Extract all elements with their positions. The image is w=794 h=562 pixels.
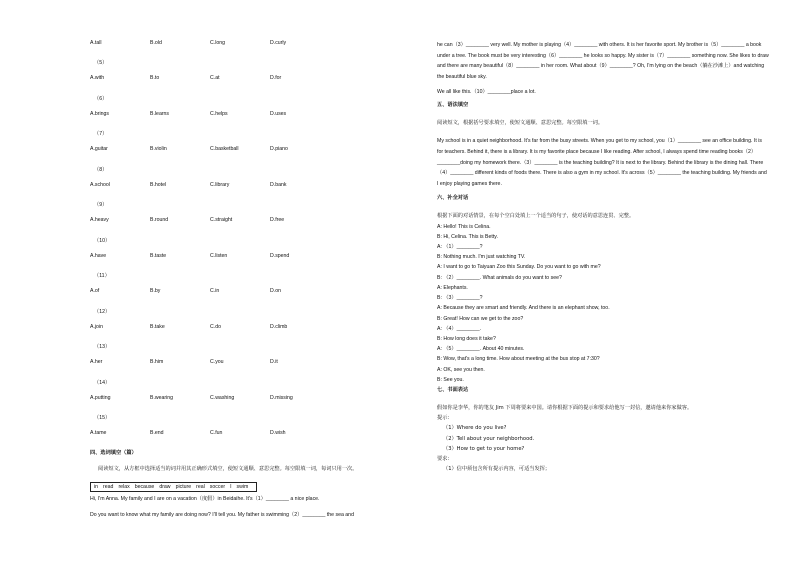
option-c: C.basketball — [210, 146, 239, 152]
left-column — [90, 40, 426, 520]
option-a: A.tall — [90, 40, 102, 46]
option-b: B.violin — [150, 146, 167, 152]
option-c: C.straight — [210, 217, 233, 223]
question-number: （7） — [94, 131, 108, 137]
dialogue-line: B: How long does it take? — [437, 335, 496, 342]
question-block — [90, 202, 426, 224]
hint-label: 提示： — [437, 414, 453, 421]
option-c: C.listen — [210, 252, 228, 259]
section4-instruction: 阅读短文，从方框中选择适当的词并用其正确形式填空，使短文通顺、意思完整。每空限填一词，每词只用一次。 — [98, 465, 358, 472]
options-row — [90, 182, 426, 189]
option-b: B.round — [150, 217, 169, 223]
option-a: A.have — [90, 252, 107, 259]
question-number: （12） — [94, 308, 111, 315]
option-c: C.long — [210, 40, 225, 46]
dialogue-line: B: Nothing much. I'm just watching TV. — [437, 254, 526, 261]
option-b: B.wearing — [150, 394, 174, 401]
word-box-item: swim — [236, 483, 249, 490]
word-box-item: relax — [118, 483, 130, 490]
question-block — [90, 415, 426, 437]
option-c: C.at — [210, 75, 220, 81]
option-d: D.on — [270, 288, 281, 294]
option-b: B.him — [150, 359, 164, 365]
question-block — [90, 238, 426, 260]
section5-heading: 五、语法填空 — [437, 102, 469, 109]
dialogue-line: A: （4）________. — [437, 325, 482, 332]
section6-instruction: 根据下面的对话情景，在每个空白处填上一个适当的句子，使对话的意思连贯、完整。 — [437, 213, 635, 220]
option-b: B.hotel — [150, 181, 167, 188]
question-block — [90, 309, 426, 331]
question-number: （6） — [94, 95, 108, 102]
right-column — [437, 40, 769, 475]
dialogue-line: B: See you. — [437, 376, 464, 383]
option-a: A.heavy — [90, 217, 109, 223]
options-row — [90, 217, 426, 224]
section5-instruction: 阅读短文，根据括号要求填空，使短文通顺、意思完整。每空限填一词。 — [437, 120, 604, 127]
passage-line-2: Do you want to know what my family are doing now? I'll tell you. My father is swimming（2）________ the sea and — [90, 511, 354, 518]
passage-end: We all like this.（10）________place a lot. — [437, 88, 536, 95]
dialogue-line: B: （3）________? — [437, 295, 483, 302]
hint-item: （2）Tell about your neighborhood. — [443, 435, 535, 442]
option-d: D.missing — [270, 394, 293, 401]
question-number: （8） — [94, 166, 108, 173]
question-number: （11） — [94, 273, 110, 279]
dialogue — [437, 222, 769, 385]
word-box-item: in — [94, 483, 99, 490]
options-row — [90, 111, 426, 118]
dialogue-line: A: OK, see you then. — [437, 366, 485, 373]
word-box — [90, 482, 257, 492]
word-box-item: soccer — [209, 483, 226, 490]
option-d: D.spend — [270, 252, 290, 259]
dialogue-line: A: Hello! This is Celina. — [437, 223, 491, 230]
option-a: A.her — [90, 359, 103, 365]
option-a: A.with — [90, 75, 105, 81]
word-box-item: picture — [175, 483, 192, 490]
question-block — [90, 60, 426, 82]
question-number: （5） — [94, 60, 108, 66]
option-b: B.end — [150, 430, 164, 436]
option-a: A.brings — [90, 110, 110, 117]
section4-heading: 四、选词填空（篇） — [90, 449, 137, 456]
option-d: D.it — [270, 359, 278, 365]
hint-list — [437, 423, 769, 454]
question-block — [90, 380, 426, 402]
question-number: （9） — [94, 202, 108, 208]
word-box-item: I — [230, 483, 232, 490]
dialogue-line: B: Hi, Celina. This is Betty. — [437, 233, 498, 240]
word-box-item: draw — [159, 483, 171, 490]
dialogue-line: A: I want to go to Taiyuan Zoo this Sunday. Do you want to go with me? — [437, 264, 601, 271]
option-c: C.library — [210, 181, 230, 188]
requirement-item: （1）信中须包含所有提示内容，可适当发挥； — [443, 466, 551, 473]
option-d: D.free — [270, 217, 285, 223]
dialogue-line: B: （2）________. What animals do you want to see? — [437, 274, 562, 281]
question-block — [90, 344, 426, 366]
option-d: D.bank — [270, 181, 287, 188]
section6-heading: 六、补全对话 — [437, 195, 469, 202]
option-d: D.uses — [270, 110, 287, 117]
options-row — [90, 75, 426, 82]
options-row — [90, 288, 426, 295]
options-row — [90, 253, 426, 260]
option-d: D.for — [270, 75, 282, 81]
option-a: A.putting — [90, 394, 111, 401]
option-b: B.take — [150, 323, 165, 330]
option-a: A.guitar — [90, 146, 108, 152]
option-b: B.to — [150, 75, 160, 81]
option-c: C.do — [210, 323, 221, 330]
question-block — [90, 96, 426, 118]
dialogue-line: B: Wow, that's a long time. How about meeting at the bus stop at 7:30? — [437, 356, 600, 363]
question-block — [90, 167, 426, 189]
option-c: C.fun — [210, 430, 223, 436]
options-row — [90, 146, 426, 153]
option-c: C.in — [210, 288, 220, 294]
dialogue-line: A: Because they are smart and friendly. And there is an elephant show, too. — [437, 305, 610, 312]
question-block — [90, 273, 426, 295]
option-a: A.of — [90, 288, 100, 294]
question-number: （10） — [94, 237, 111, 244]
dialogue-line: B: Great! How can we get to the zoo? — [437, 315, 524, 322]
dialogue-line: A: （1）________? — [437, 244, 483, 251]
option-c: C.helps — [210, 110, 228, 117]
word-box-item: because — [134, 483, 155, 490]
section7-heading: 七、书面表达 — [437, 386, 469, 393]
options-row — [90, 430, 426, 437]
option-d: D.wish — [270, 430, 286, 436]
section7-instruction: 假如你是李华，你的笔友 Jim 下周将要来中国。请你根据下面的提示和要求给他写一封信，邀请他来你家做客。 — [437, 404, 693, 411]
option-b: B.taste — [150, 252, 167, 259]
option-a: A.tame — [90, 430, 107, 436]
word-box-item: read — [103, 483, 114, 490]
dialogue-line: A: （5）________. About 40 minutes. — [437, 346, 525, 353]
dialogue-line: A: Elephants. — [437, 284, 468, 291]
option-d: D.piano — [270, 146, 288, 152]
option-c: C.washing — [210, 394, 235, 401]
options-row — [90, 359, 426, 366]
question-block — [90, 131, 426, 153]
question-number: （14） — [94, 379, 111, 386]
requirement-list — [437, 464, 769, 474]
question-list — [90, 60, 426, 437]
word-box-item: real — [196, 483, 205, 490]
requirement-label: 要求： — [437, 456, 453, 463]
option-b: B.learns — [150, 110, 170, 117]
option-c: C.you — [210, 359, 224, 365]
option-b: B.by — [150, 288, 161, 294]
question-number: （13） — [94, 344, 111, 350]
passage-line-1: Hi, I'm Anna. My family and I are on a vacation（度假）in Beidaihe. It's（1）________ a nice place. — [90, 495, 320, 502]
options-row — [90, 324, 426, 331]
first-options-row — [90, 40, 426, 47]
option-d: D.curly — [270, 40, 287, 46]
option-a: A.join — [90, 323, 103, 330]
passage-continued: he can（3）________ very well. My mother is playing（4）________ with others. It is her favorite sport. My brother is（5）________ a book under a tree. The book must be very interesting（6）________ he looks so happy. My sister is（7）________ something now. She likes to draw and there are many beautiful（8）________ in her room. What about（9）________? Oh, I'm lying on the beach（躺在沙滩上）and watching the beautiful blue sky. — [437, 42, 769, 81]
hint-item: （1）Where do you live? — [443, 425, 507, 432]
options-row — [90, 395, 426, 402]
section5-passage: My school is in a quiet neighborhood. It's far from the busy streets. When you get to my school, you（1）________ see an office building. It is for teachers. Behind it, there is a library. It is my favorite place because I like reading. After school, I always spend time reading books（2）________doing my homework there.（3）________ is the teaching building? It is next to the library. Behind the library is the dining hall. There（4）________ different kinds of foods there. There is also a gym in my school. It's across（5）________ the teaching building. My friends and I enjoy playing games there. — [437, 138, 767, 187]
option-d: D.climb — [270, 323, 288, 330]
hint-item: （3）How to get to your home? — [443, 445, 525, 452]
option-b: B.old — [150, 40, 162, 46]
question-number: （15） — [94, 415, 111, 421]
option-a: A.school — [90, 181, 110, 188]
